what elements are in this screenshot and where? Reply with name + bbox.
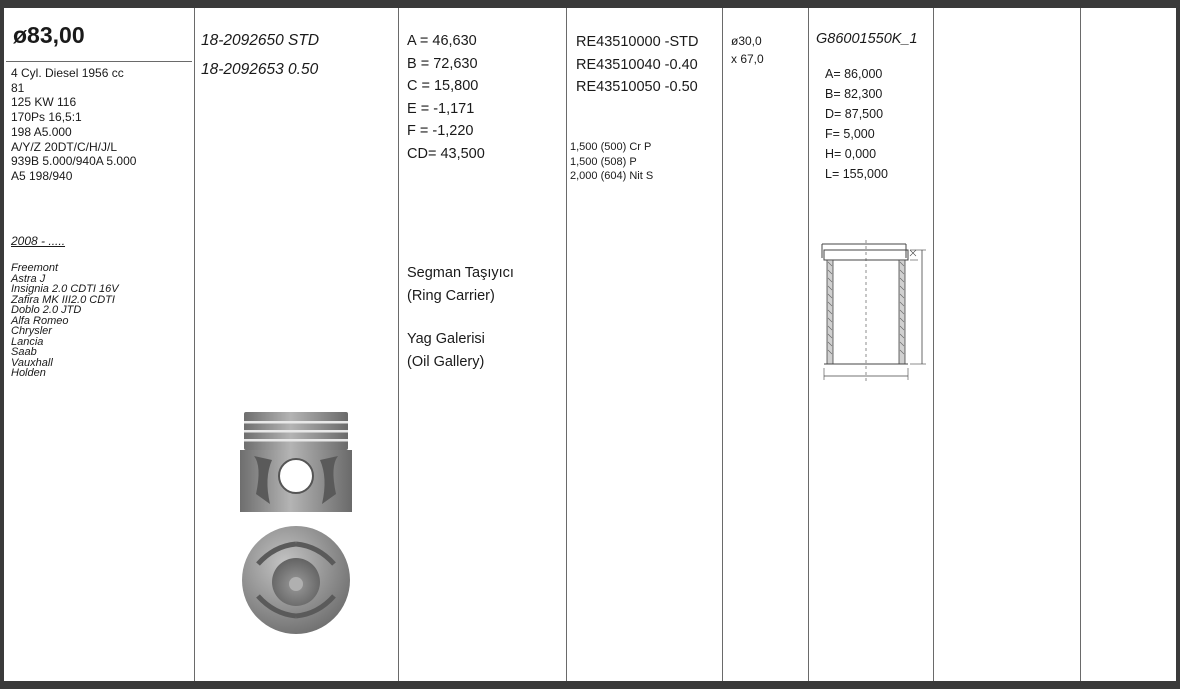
piston-diameter: ø83,00 (13, 22, 85, 48)
engine-spec: 125 KW 116 (11, 95, 77, 110)
engine-spec: A5 198/940 (11, 168, 73, 183)
pin-length: x 67,0 (731, 52, 764, 66)
vehicle-model: Chrysler (11, 325, 52, 337)
vehicle-model: Lancia (11, 335, 44, 348)
vehicle-model: Alfa Romeo (11, 314, 69, 327)
engine-spec-list (11, 66, 136, 184)
liner-dimension: H= 0,000 (825, 147, 877, 161)
bottom-frame-bar (0, 681, 1180, 689)
ring-carrier-label-tr: Segman Taşıyıcı (407, 265, 514, 281)
liner-dimension: L= 155,000 (825, 167, 888, 181)
piston-dimension-list (407, 30, 485, 165)
vehicle-model: Zafira MK III2.0 CDTI (11, 293, 115, 306)
vehicle-model: Astra J (11, 272, 46, 285)
column-divider (722, 8, 723, 681)
ring-part-number: RE43510050 -0.50 (576, 79, 698, 95)
ring-part-number-list (576, 31, 699, 99)
oil-gallery-label-tr: Yag Galerisi (407, 331, 485, 347)
ring-width: 2,000 (604) Nit S (570, 170, 654, 182)
liner-dimension: A= 86,000 (825, 67, 883, 81)
right-frame-edge (1176, 0, 1180, 689)
vehicle-model: Saab (11, 346, 37, 358)
oil-gallery-note (407, 328, 485, 374)
vehicle-model-list (11, 263, 119, 379)
left-frame-edge (0, 0, 4, 689)
engine-spec: 939B 5.000/940A 5.000 (11, 154, 137, 169)
cylinder-liner-drawing (814, 236, 932, 384)
engine-spec: 81 (11, 80, 25, 95)
vehicle-model: Holden (11, 367, 46, 379)
ring-carrier-note (407, 262, 514, 308)
column-divider (398, 8, 399, 681)
column-divider (808, 8, 809, 681)
engine-spec: 170Ps 16,5:1 (11, 110, 82, 125)
column-divider (566, 8, 567, 681)
ring-part-number: RE43510000 -STD (576, 34, 699, 50)
dimension-value: A = 46,630 (407, 33, 477, 49)
vehicle-model: Insignia 2.0 CDTI 16V (11, 283, 119, 295)
vehicle-model: Doblo 2.0 JTD (11, 304, 82, 316)
pin-diameter: ø30,0 (731, 34, 762, 48)
production-years: 2008 - ..... (11, 234, 66, 248)
vehicle-model: Freemont (11, 262, 59, 274)
diameter-underline (6, 61, 192, 62)
liner-part-code: G86001550K_1 (816, 31, 918, 47)
liner-dimension: B= 82,300 (825, 87, 883, 101)
column-divider (933, 8, 934, 681)
piston-part-number: 18-2092650 STD (201, 32, 320, 49)
ring-part-number: RE43510040 -0.40 (576, 56, 698, 73)
piston-side-view-image (234, 408, 356, 518)
piston-top-view-image (240, 524, 352, 636)
piston-pin-size (731, 32, 764, 68)
column-divider (1080, 8, 1081, 681)
dimension-value: F = -1,220 (407, 123, 474, 139)
dimension-value: B = 72,630 (407, 55, 478, 72)
dimension-value: C = 15,800 (407, 78, 479, 94)
liner-dimension: F= 5,000 (825, 127, 875, 141)
engine-spec: 198 A5.000 (11, 124, 72, 139)
liner-dimension-list (825, 64, 888, 184)
ring-width: 1,500 (500) Cr P (570, 141, 652, 153)
column-divider (194, 8, 195, 681)
vehicle-model: Vauxhall (11, 356, 53, 369)
dimension-value: E = -1,171 (407, 100, 475, 117)
engine-spec: 4 Cyl. Diesel 1956 cc (11, 66, 124, 80)
dimension-value: CD= 43,500 (407, 145, 485, 162)
liner-dimension: D= 87,500 (825, 107, 884, 121)
ring-width-list (570, 140, 653, 184)
piston-part-number: 18-2092653 0.50 (201, 61, 319, 78)
ring-width: 1,500 (508) P (570, 155, 637, 168)
engine-spec: A/Y/Z 20DT/C/H/J/L (11, 139, 118, 154)
top-frame-bar (0, 0, 1180, 8)
oil-gallery-label-en: (Oil Gallery) (407, 354, 485, 370)
ring-carrier-label-en: (Ring Carrier) (407, 288, 495, 304)
